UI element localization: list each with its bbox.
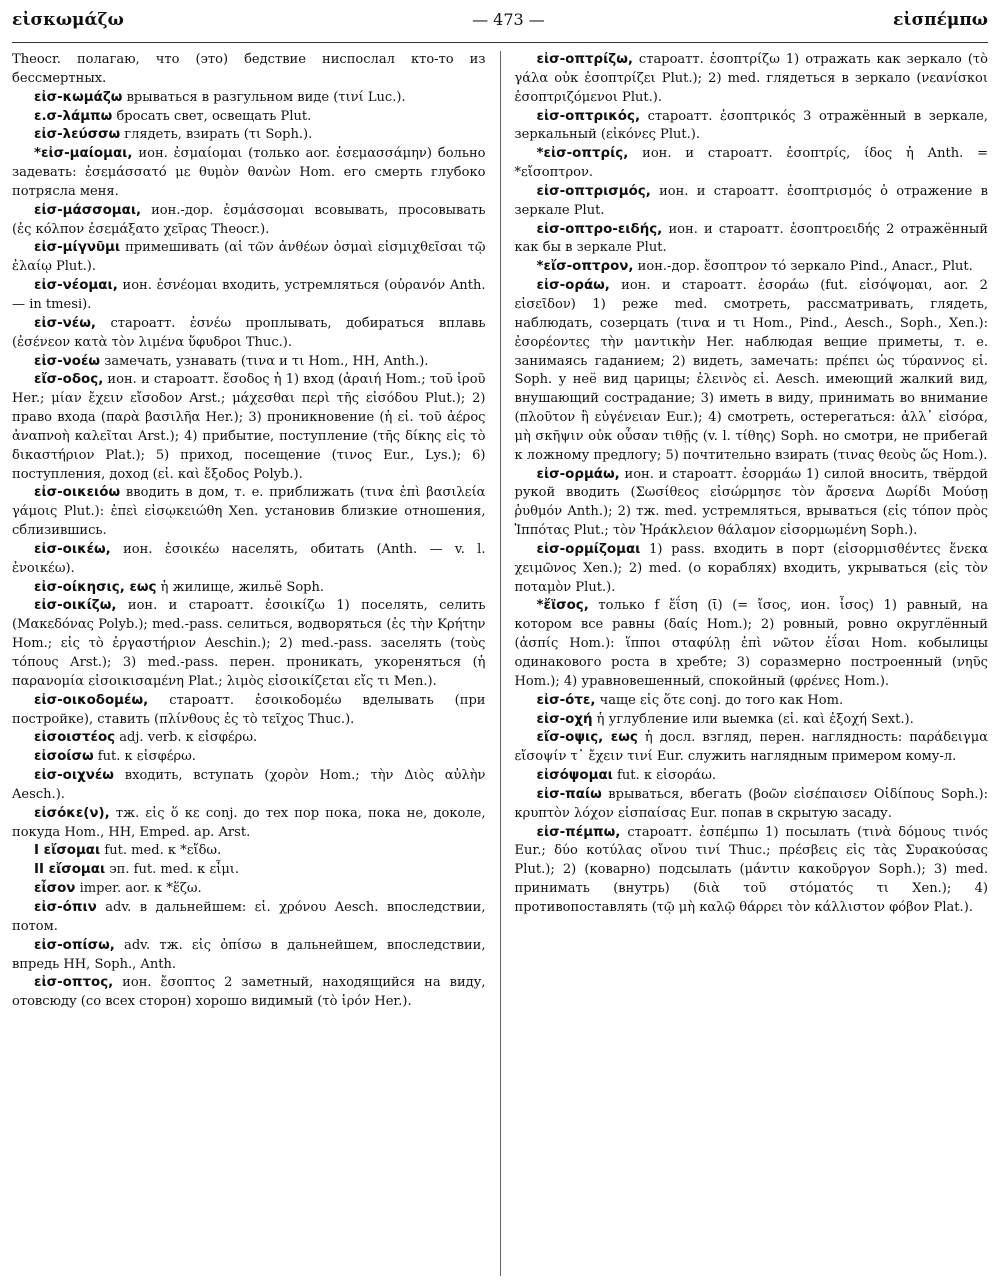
dictionary-entry	[515, 597, 989, 691]
entry-headword: εἴσ-οψις, εως	[536, 730, 638, 746]
dictionary-entry	[515, 221, 989, 259]
dictionary-entry	[12, 315, 486, 353]
entry-definition: ион. и староатт. ἐσορμάω 1) силой вносить, твёрдой рукой вводить (Σωσίθεος εἰσώρμησε τὸν ἄρσενα Δωρίδι Μούσῃ ῥυθμόν Anth.); 2) тж. med. устремляться, врываться (εἰς τόπον πρὸς Ἱππότας Plut.; τὸν Ἡράκλειον θάλαμον εἰσορμωμένη Soph.).	[514, 466, 988, 539]
entry-headword: *εἴσ-οπτρον,	[536, 259, 634, 275]
entry-definition: примешивать (αἱ τῶν ἀνθέων ὀσμαὶ εἰσμιχθεῖσαι τῷ ἐλαίῳ Plut.).	[12, 240, 486, 275]
entry-definition: adj. verb. к εἰσφέρω.	[115, 730, 258, 746]
dictionary-entry	[515, 183, 989, 221]
entry-headword: εἰσόψομαι	[536, 768, 613, 784]
entry-definition: врываться в разгульном виде (τινί Luc.).	[122, 89, 406, 105]
entry-definition: ион. и староатт. ἐσοράω (fut. εἰσόψομαι, aor. 2 εἰσεῖδον) 1) реже med. смотреть, рассматривать, глядеть, наблюдать, созерцать (τινα и τι Hom., Pind., Aesch., Soph., Xen.): ἐσορέοντες τὴν μαντικὴν Her. наблюдая вещие приметы, т. е. занимаясь гаданием; 2) видеть, замечать: πρέπει ὡς τύραννος εἰ. Soph. у неё вид царицы; ἐλεινὸς εἰ. Aesch. имеющий жалкий вид, внушающий сострадание; 3) иметь в виду, принимать во внимание (πλοῦτον ἢ εὐγένειαν Eur.); 4) смотреть, остерегаться: ἀλλ᾽ εἰσόρα, μὴ σκῆψιν οὐκ οὖσαν τιθῇς (v. l. τίθης) Soph. но смотри, не прибегай к ложному предлогу; 5) почтительно взирать (τινας θεοὺς ὥς Hom.).	[514, 278, 988, 463]
dictionary-entry	[12, 805, 486, 843]
left-column	[12, 51, 500, 1276]
entry-definition: ион. ἐσοικέω населять, обитать (Anth. — v. l. ἐνοικέω).	[12, 541, 486, 576]
entry-headword: εἰσ-μάσσομαι,	[34, 202, 142, 218]
entry-headword: *εἰσ-οπτρίς,	[536, 146, 629, 162]
dictionary-entry	[12, 89, 486, 108]
dictionary-entry	[12, 842, 486, 861]
dictionary-entry	[515, 711, 989, 730]
dictionary-entry	[515, 786, 989, 824]
dictionary-entry	[12, 484, 486, 541]
entry-headword: εἰσ-οπτρίζω,	[536, 52, 633, 67]
entry-definition: староатт. ἐσοπτρικός 3 отражённый в зеркале, зеркальный (εἰκόνες Plut.).	[514, 108, 988, 143]
entry-definition: fut. к εἰσφέρω.	[93, 749, 196, 765]
entry-definition: вводить в дом, т. е. приближать (τινα ἐπὶ βασιλεία γάμοις Plut.): ἐπεὶ εἰσῳκειώθη Xen. установив близкие отношения, сблизившись.	[12, 485, 486, 539]
dictionary-entry	[12, 937, 486, 975]
entry-definition: imper. aor. к *ἕζω.	[75, 881, 202, 897]
entry-headword: εἰσ-οικίζω,	[34, 598, 117, 614]
entry-headword: *εἰσ-μαίομαι,	[34, 146, 133, 162]
entry-headword: εἰσ-παίω	[536, 786, 602, 802]
entry-definition: ион.-дор. ἐσμάσσομαι всовывать, просовывать (ἐς κόλπον ἐσεμάξατο χεῖρας Theocr.).	[12, 202, 486, 237]
entry-headword: εἰσ-οπτρο-ειδής,	[536, 221, 663, 237]
dictionary-entry	[12, 974, 486, 1012]
dictionary-entry	[12, 541, 486, 579]
entry-headword: εἰσ-ορμίζομαι	[536, 541, 641, 557]
dictionary-entry	[12, 145, 486, 202]
entry-definition: fut. к εἰσοράω.	[612, 768, 717, 784]
entry-definition: ион.-дор. ἔσοπτρον τό зеркало Pind., Anacr., Plut.	[633, 259, 973, 275]
entry-headword: εἰσ-οράω,	[536, 278, 610, 294]
dictionary-entry	[515, 692, 989, 711]
dictionary-entry	[12, 597, 486, 691]
entry-headword: εἰσ-οχή	[536, 711, 593, 727]
entry-definition: глядеть, взирать (τι Soph.).	[120, 127, 313, 143]
dictionary-entry	[12, 579, 486, 598]
header-left-word: εἰσκωμάζω	[12, 10, 124, 30]
entry-definition: только f ἔΐση (ῑ) (= ἴσος, ион. ἶσος) 1) равный, на котором все равны (δαίς Hom.); 2) ровный, ровно округлённый (ἀσπίς Hom.): ἵπποι σταφύλῃ ἐπὶ νῶτον ἐΐσαι Hom. кобылицы одинакового роста в хребте; 3) соразмерно построенный (νηῦς Hom.); 4) уравновешенный, спокойный (φρένες Hom.).	[514, 598, 988, 689]
entry-headword: εἰσ-οικειόω	[34, 485, 121, 501]
entry-definition: ион. ἐσνέομαι входить, устремляться (οὐρανόν Anth. — in tmesi).	[12, 278, 486, 312]
dictionary-entry	[12, 729, 486, 748]
entry-headword: εἰσ-ότε,	[536, 692, 596, 708]
two-column-body	[12, 51, 988, 1276]
entry-headword: εἰσοίσω	[34, 749, 94, 765]
dictionary-entry	[12, 108, 486, 127]
dictionary-entry	[12, 861, 486, 880]
entry-definition: староатт. ἐσπέμπω 1) посылать (τινὰ δόμους τινός Eur.; δύο κοτύλας οἴνου τινί Thuc.; πρέσβεις εἰς τὰς Συρακούσας Plut.); 2) (коварно) подсылать (μάντιν κακοῦργον Soph.); 3) med. принимать (внутрь) (διὰ τοῦ στόματός τι Xen.); 4) противопоставлять (τῷ μὴ καλῷ θάρρει τὸν κάλλιστον φόβον Plat.).	[514, 824, 988, 915]
entry-headword: εἰσ-πέμπω,	[536, 824, 621, 840]
dictionary-entry	[12, 692, 486, 730]
entry-headword: I εἴσομαι	[34, 843, 101, 859]
entry-headword: εἰσ-οπτρικός,	[536, 108, 641, 124]
entry-definition: староатт. ἐσοικοδομέω вделывать (при постройке), ставить (πλίνθους ἐς τὸ τεῖχος Thuc.).	[12, 692, 486, 727]
dictionary-entry	[515, 541, 989, 598]
entry-definition: ион. и староатт. ἐσοικίζω 1) поселять, селить (Μακεδόνας Polyb.); med.-pass. селиться, водворяться (ἐς τὴν Κρήτην Hom.; εἰς τὸ ἐργαστήριον Aeschin.); 2) med.-pass. заселять (τοὺς τόπους Arst.); 3) med.-pass. перен. проникать, укореняться (ἡ παρανομία εἰσοικισαμένη Plat.; λιμὸς εἰσοικίζεται εἴς τι Men.).	[12, 598, 486, 689]
entry-definition: ион. и староатт. ἔσοδος ἡ 1) вход (ἀραιή Hom.; τοῦ ἱροῦ Her.; μίαν ἔχειν εἴσοδον Arst.; μάχεσθαι περὶ τῆς εἰσόδου Plut.); 2) право входа (παρὰ βασιλῆα Her.); 3) проникновение (ἡ εἰ. τοῦ ἀέρος ἀναπνοὴ καλεῖται Arst.); 4) прибытие, поступление (τῆς δίκης εἰς τὸ δικαστήριον Plat.); 5) приход, посещение (τινος Eur., Lys.); 6) поступления, доход (εἰ. καὶ ἔξοδος Polyb.).	[12, 372, 486, 482]
dictionary-entry	[12, 880, 486, 899]
entry-headword: εἴσ-οδος,	[34, 372, 104, 388]
dictionary-entry	[12, 126, 486, 145]
page-number: — 473 —	[472, 10, 545, 29]
entry-definition: ἡ углубление или выемка (εἰ. καὶ ἐξοχή Sext.).	[592, 711, 914, 727]
entry-definition: Theocr. полагаю, что (это) бедствие ниспослал кто-то из бессмертных.	[12, 52, 486, 86]
header-right-word: εἰσπέμπω	[893, 10, 988, 30]
entry-headword: εἰσ-οίκησις, εως	[34, 579, 157, 595]
dictionary-entry	[12, 353, 486, 372]
entry-headword: εἰσ-νοέω	[34, 353, 101, 369]
entry-headword: εἰσ-οπτρισμός,	[536, 183, 651, 199]
entry-definition: замечать, узнавать (τινα и τι Hom., HH, Anth.).	[100, 353, 429, 369]
entry-definition: староатт. ἐσοπτρίζω 1) отражать как зеркало (τὸ γάλα οὐκ ἐσοπτρίζει Plut.); 2) med. глядеться в зеркало (νεανίσκοι ἐσοπτριζόμενοι Plut.).	[514, 52, 988, 105]
dictionary-entry	[12, 371, 486, 484]
page-header	[12, 10, 988, 36]
entry-definition: fut. med. к *εἴδω.	[100, 843, 222, 859]
dictionary-entry	[12, 767, 486, 805]
entry-headword: εἶσον	[34, 881, 76, 897]
entry-definition: тж. εἰς ὅ κε conj. до тех пор пока, пока не, доколе, покуда Hom., HH, Emped. ap. Arst.	[12, 805, 486, 840]
entry-headword: εἰσόκε(ν),	[34, 805, 110, 821]
dictionary-entry	[515, 258, 989, 277]
dictionary-entry	[515, 767, 989, 786]
entry-headword: εἰσ-οπτος,	[34, 975, 114, 991]
entry-headword: εἰσ-ορμάω,	[536, 466, 620, 482]
entry-headword: εἰσ-νέω,	[34, 315, 96, 331]
dictionary-entry	[515, 466, 989, 541]
entry-headword: II εἴσομαι	[34, 862, 106, 878]
entry-definition: ион. ἐσμαίομαι (только aor. ἐσεμασσάμην) больно задевать: ἐσεμάσσατό με θυμὸν θανὼν Hom. его смерть глубоко потрясла меня.	[12, 146, 486, 199]
dictionary-entry	[12, 277, 486, 315]
entry-headword: εἰσ-οικέω,	[34, 541, 111, 557]
dictionary-entry	[12, 202, 486, 240]
entry-definition: староатт. ἐσνέω проплывать, добираться вплавь (ἐσένεον κατὰ τὸν λιμένα ὕφυδροι Thuc.).	[12, 315, 486, 350]
dictionary-entry	[515, 277, 989, 465]
entry-headword: *ἔϊσος,	[536, 598, 589, 614]
entry-definition: adv. в дальнейшем: εἰ. χρόνου Aesch. впоследствии, потом.	[12, 899, 486, 934]
dictionary-entry	[515, 51, 989, 108]
entry-headword: εἰσοιστέος	[34, 730, 116, 746]
entry-definition: ион. и староатт. ἐσοπτρίς, ίδος ἡ Anth. = *εἴσοπτρον.	[514, 146, 988, 181]
entry-headword: εἰσ-οικοδομέω,	[34, 692, 149, 708]
entry-headword: εἰσ-λεύσσω	[34, 127, 121, 143]
entry-headword: εἰσ-όπιν	[34, 899, 97, 915]
entry-definition: врываться, вбегать (βοῶν εἰσέπαισεν Οἰδίπους Soph.): κρυπτὸν λόχον εἰσπαίσας Eur. попав в скрытую засаду.	[514, 786, 988, 821]
dictionary-entry	[12, 239, 486, 277]
header-rule	[12, 42, 988, 43]
entry-headword: εἰσ-κωμάζω	[34, 89, 123, 105]
entry-headword: εἰσ-μίγνῡμι	[34, 240, 121, 256]
entry-definition: эп. fut. med. к εἶμι.	[105, 862, 240, 878]
entry-headword: εἰσ-οπίσω,	[34, 937, 115, 953]
entry-definition: бросать свет, освещать Plut.	[112, 108, 312, 124]
dictionary-entry	[515, 108, 989, 146]
entry-headword: ε.σ-λάμπω	[34, 108, 113, 124]
entry-headword: εἰσ-οιχνέω	[34, 768, 114, 784]
entry-definition: adv. тж. εἰς ὀπίσω в дальнейшем, впоследствии, впредь HH, Soph., Anth.	[12, 937, 486, 972]
dictionary-entry	[12, 899, 486, 937]
entry-definition: ион. ἔσοπτος 2 заметный, находящийся на виду, отовсюду (со всех сторон) хорошо видимый (τὸ ἱρόν Her.).	[12, 975, 486, 1010]
entry-definition: входить, вступать (χορὸν Hom.; τὴν Διὸς αὐλὴν Aesch.).	[12, 768, 486, 802]
entry-definition: ион. и староатт. ἐσοπτροειδής 2 отражённый как бы в зеркале Plut.	[514, 221, 988, 256]
dictionary-entry	[12, 51, 486, 89]
right-column	[501, 51, 989, 1276]
entry-definition: ион. и староатт. ἐσοπτρισμός ὁ отражение в зеркале Plut.	[514, 183, 988, 218]
dictionary-entry	[515, 145, 989, 183]
entry-definition: ἡ жилище, жильё Soph.	[156, 579, 325, 595]
dictionary-entry	[12, 748, 486, 767]
entry-definition: ἡ досл. взгляд, перен. наглядность: παράδειγμα εἴσοψίν τ᾽ ἔχειν τινί Eur. служить наглядным примером кому-л.	[514, 730, 988, 765]
dictionary-entry	[515, 729, 989, 767]
dictionary-entry	[515, 824, 989, 918]
entry-definition: 1) pass. входить в порт (εἰσορμισθέντες ἕνεκα χειμῶνος Xen.); 2) med. (о кораблях) входить, укрываться (εἰς τὸν ποταμὸν Plut.).	[514, 541, 988, 595]
entry-headword: εἰσ-νέομαι,	[34, 278, 118, 294]
entry-definition: чаще εἰς ὅτε conj. до того как Hom.	[595, 692, 844, 708]
